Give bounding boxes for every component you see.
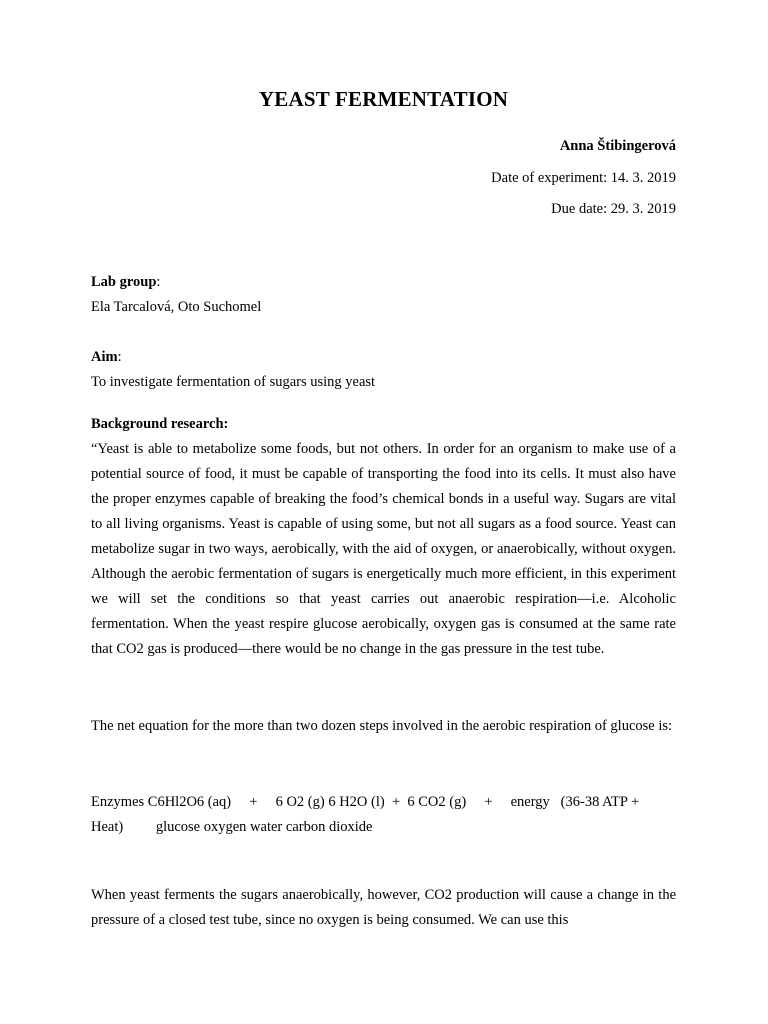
aim-text: To investigate fermentation of sugars using yeast (91, 374, 376, 390)
due-date: Due date: 29. 3. 2019 (551, 201, 676, 217)
lab-group-colon: : (156, 274, 161, 290)
equation-line-1: Enzymes C6Hl2O6 (aq) + 6 O2 (g) 6 H2O (l) + 6 CO2 (g) + energy (36-38 ATP + (91, 794, 640, 810)
background-paragraph: “Yeast is able to metabolize some foods, but not others. In order for an organism to make use of a potential source of food, it must be capable of transporting the food into its cells. It must also have the proper enzymes capable of breaking the food’s chemical bonds in a useful way. Sugars are vital to all living organisms. Yeast is capable of using some, but not all sugars as a food source. Yeast can metabolize sugar in two ways, aerobically, with the aid of oxygen, or anaerobically, without oxygen. Although the aerobic fermentation of sugars is energetically much more efficient, in this experiment we will set the conditions so that yeast carries out anaerobic respiration—i.e. Alcoholic fermentation. When the yeast respire glucose aerobically, oxygen gas is consumed at the same rate that CO2 gas is produced—there would be no change in the gas pressure in the test tube. (91, 441, 676, 657)
author-name: Anna Štibingerová (559, 138, 676, 154)
document-title: YEAST FERMENTATION (258, 87, 509, 111)
background-section (91, 412, 676, 662)
anaerobic-paragraph: When yeast ferments the sugars anaerobically, however, CO2 production will cause a change in the pressure of a closed test tube, since no oxygen is being consumed. We can use this (91, 887, 676, 928)
equation-section (91, 790, 676, 840)
equation-line-2: Heat) glucose oxygen water carbon dioxide (91, 819, 373, 835)
aim-colon: : (117, 349, 122, 365)
lab-group-section (91, 270, 676, 320)
lab-group-heading (91, 270, 676, 295)
background-heading: Background research: (91, 416, 229, 432)
net-equation-intro: The net equation for the more than two dozen steps involved in the aerobic respiration of glucose is: (91, 718, 673, 734)
lab-group-members: Ela Tarcalová, Oto Suchomel (91, 299, 262, 315)
lab-group-label: Lab group (91, 274, 157, 290)
aim-label: Aim (91, 349, 118, 365)
aim-heading (91, 345, 676, 370)
aim-section (91, 345, 676, 395)
date-of-experiment: Date of experiment: 14. 3. 2019 (491, 170, 676, 186)
